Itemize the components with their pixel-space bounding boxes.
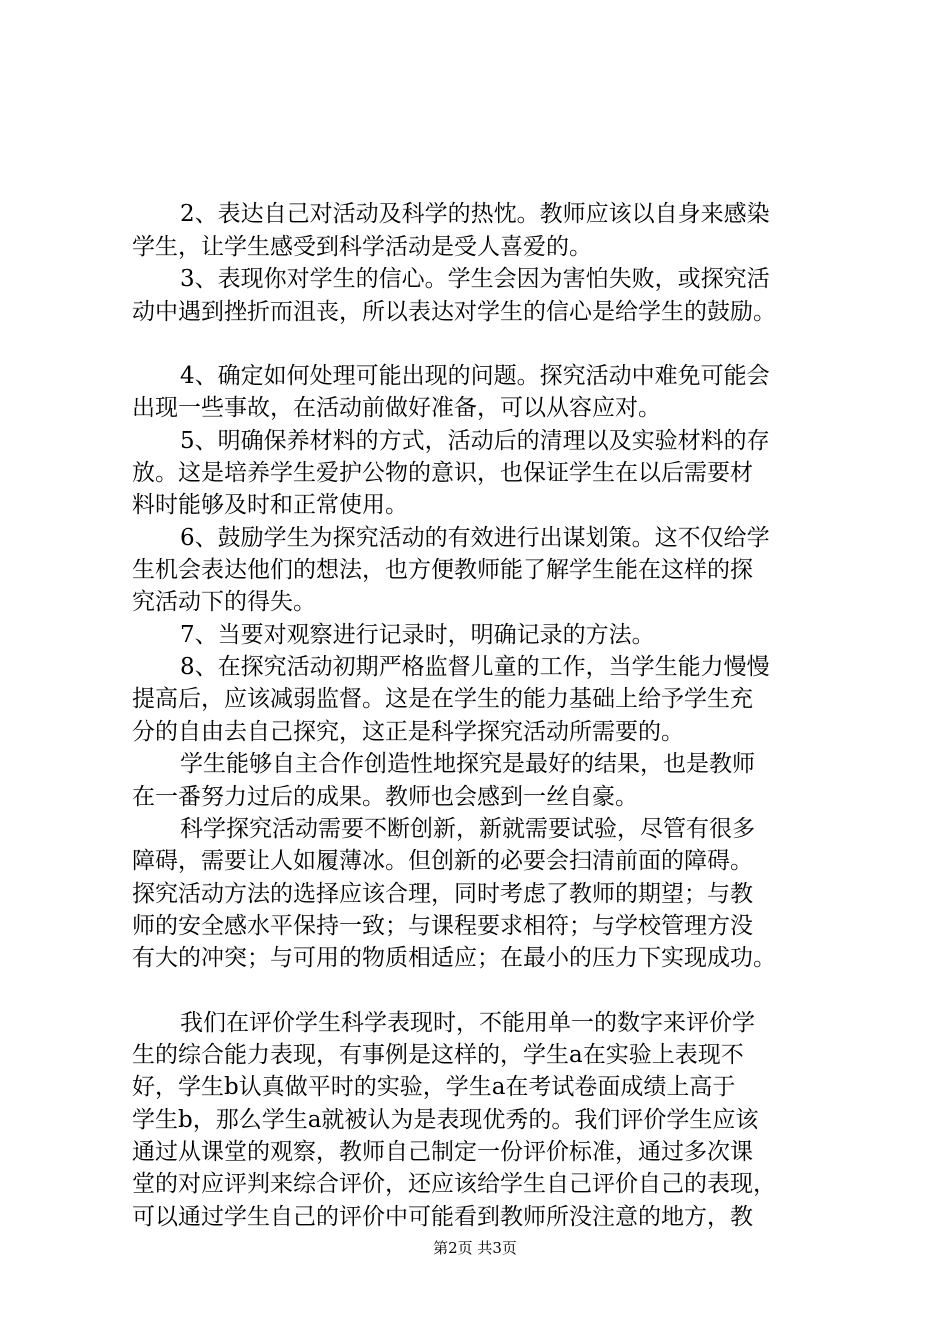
text-line: 出现一些事故，在活动前做好准备，可以从容应对。 bbox=[132, 395, 661, 421]
text-line: 3、表现你对学生的信心。学生会因为害怕失败，或探究活 bbox=[180, 266, 770, 292]
text-line: 5、明确保养材料的方式，活动后的清理以及实验材料的存 bbox=[180, 428, 770, 454]
text-line: 我们在评价学生科学表现时，不能用单一的数字来评价学 bbox=[180, 1010, 755, 1036]
text-line: 2、表达自己对活动及科学的热忱。教师应该以自身来感染 bbox=[180, 201, 770, 227]
text-line: 科学探究活动需要不断创新，新就需要试验，尽管有很多 bbox=[180, 816, 755, 842]
text-line: 学生能够自主合作创造性地探究是最好的结果，也是教师 bbox=[180, 751, 755, 777]
text-line: 师的安全感水平保持一致；与课程要求相符；与学校管理方没 bbox=[132, 913, 753, 939]
text-line: 料时能够及时和正常使用。 bbox=[132, 492, 408, 518]
text-line: 分的自由去自己探究，这正是科学探究活动所需要的。 bbox=[132, 719, 684, 745]
text-line: 探究活动方法的选择应该合理，同时考虑了教师的期望；与教 bbox=[132, 881, 753, 907]
text-line: 6、鼓励学生为探究活动的有效进行出谋划策。这不仅给学 bbox=[180, 525, 770, 551]
text-line: 好，学生b认真做平时的实验，学生a在考试卷面成绩上高于 bbox=[132, 1074, 736, 1100]
text-line: 堂的对应评判来综合评价，还应该给学生自己评价自己的表现， bbox=[132, 1171, 776, 1197]
text-line: 学生，让学生感受到科学活动是受人喜爱的。 bbox=[132, 234, 592, 260]
text-line: 障碍，需要让人如履薄冰。但创新的必要会扫清前面的障碍。 bbox=[132, 848, 753, 874]
text-line: 学生b，那么学生a就被认为是表现优秀的。我们评价学生应该 bbox=[132, 1107, 759, 1133]
text-line: 究活动下的得失。 bbox=[132, 589, 316, 615]
text-line: 8、在探究活动初期严格监督儿童的工作，当学生能力慢慢 bbox=[180, 654, 770, 680]
text-line: 可以通过学生自己的评价中可能看到教师所没注意的地方，教 bbox=[132, 1204, 753, 1230]
text-line: 通过从课堂的观察，教师自己制定一份评价标准，通过多次课 bbox=[132, 1139, 753, 1165]
text-line: 动中遇到挫折而沮丧，所以表达对学生的信心是给学生的鼓励。 bbox=[132, 299, 776, 325]
text-line: 7、当要对观察进行记录时，明确记录的方法。 bbox=[180, 622, 655, 648]
text-line: 生机会表达他们的想法，也方便教师能了解学生能在这样的探 bbox=[132, 557, 753, 583]
text-line: 在一番努力过后的成果。教师也会感到一丝自豪。 bbox=[132, 784, 638, 810]
text-line: 生的综合能力表现，有事例是这样的，学生a在实验上表现不 bbox=[132, 1042, 744, 1068]
page-number-footer: 第2页 共3页 bbox=[433, 1239, 517, 1257]
text-line: 有大的冲突；与可用的物质相适应；在最小的压力下实现成功。 bbox=[132, 945, 776, 971]
text-line: 4、确定如何处理可能出现的问题。探究活动中难免可能会 bbox=[180, 363, 770, 389]
text-line: 提高后，应该减弱监督。这是在学生的能力基础上给予学生充 bbox=[132, 686, 753, 712]
text-line: 放。这是培养学生爱护公物的意识，也保证学生在以后需要材 bbox=[132, 460, 753, 486]
